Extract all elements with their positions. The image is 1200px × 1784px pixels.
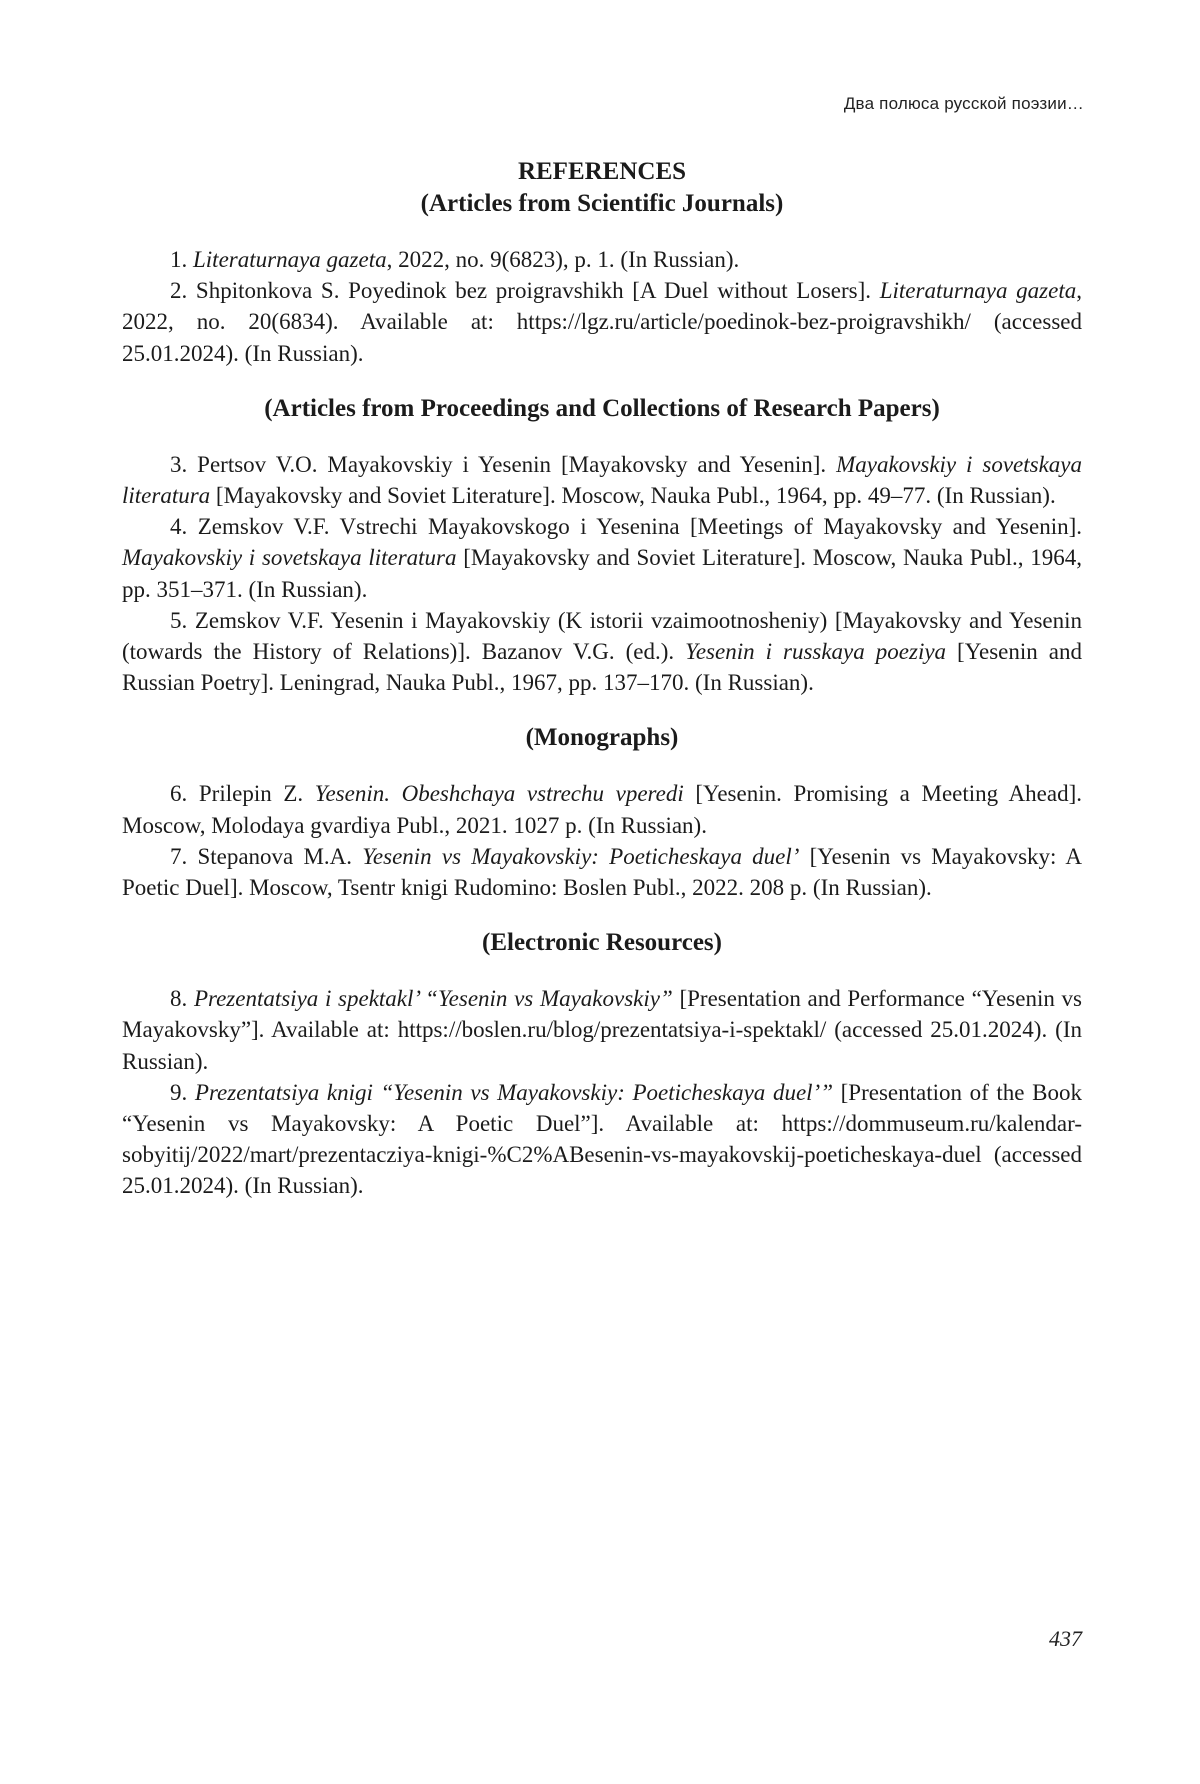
reference-entry	[122, 841, 1082, 903]
references-title: REFERENCES	[122, 156, 1082, 188]
reference-text: [Yesenin. Promising a Meeting Ahead]. Moscow, Molodaya gvardiya Publ., 2021. 1027 p. (In Russian).	[122, 781, 1082, 837]
reference-entry	[122, 244, 1082, 275]
section-heading: (Articles from Proceedings and Collections of Research Papers)	[122, 393, 1082, 425]
reference-entry	[122, 1077, 1082, 1202]
reference-text: 6. Prilepin Z.	[170, 781, 315, 806]
section-heading: (Electronic Resources)	[122, 927, 1082, 959]
section-head-block	[122, 927, 1082, 959]
references-content	[122, 156, 1082, 1202]
reference-text: , 2022, no. 20(6834). Available at: https://lgz.ru/article/poedinok-bez-proi­gravshikh/ (accessed 25.01.2024). (In Russian).	[122, 278, 1082, 365]
reference-text: 9.	[170, 1080, 195, 1105]
reference-title-italic: Yesenin. Obeshchaya vstrechu vperedi	[315, 781, 684, 806]
reference-title-italic: Literatur­naya gazeta	[880, 278, 1077, 303]
reference-title-italic: Yesenin i russkaya poeziya	[685, 639, 946, 664]
reference-text: 7. Stepanova M.A.	[170, 844, 362, 869]
document-page	[0, 0, 1200, 1784]
title-block	[122, 156, 1082, 220]
section-head-block	[122, 722, 1082, 754]
reference-list	[122, 244, 1082, 369]
reference-text: 1.	[170, 247, 193, 272]
reference-text: [Yesenin and Russian Poetry]. Leningrad, Nauka Publ., 1967, pp. 137–170. (In Russian).	[122, 639, 1082, 695]
reference-title-italic: Yesenin vs Mayakovskiy: Poeticheskaya duel’	[362, 844, 799, 869]
reference-entry	[122, 983, 1082, 1077]
section-spacer	[122, 903, 1082, 927]
reference-title-italic: Mayakovskiy i sovetskaya literatura	[122, 545, 457, 570]
section-heading: (Monographs)	[122, 722, 1082, 754]
reference-text: 8.	[170, 986, 194, 1011]
reference-title-italic: Prezentatsiya knigi “Yesenin vs Mayakovskiy: Poeticheskaya duel’”	[195, 1080, 833, 1105]
reference-entry	[122, 449, 1082, 511]
reference-list	[122, 983, 1082, 1201]
reference-title-italic: Mayakovskiy i sovetskaya literatura	[122, 452, 1082, 508]
reference-text: 5. Zemskov V.F. Yesenin i Mayakovskiy (K istorii vzaimootnosheniy) [Mayakovsky and Yesenin (towards the History of Relations)]. Bazanov V.G. (ed.).	[122, 608, 1082, 664]
reference-text: [Mayakovsky and Soviet Literature]. Moscow, Nauka Publ., 1964, pp. 49–77. (In Russian).	[210, 483, 1056, 508]
sections-container	[122, 188, 1082, 220]
reference-title-italic: Literaturnaya gazeta	[193, 247, 387, 272]
reference-text: [Yesenin vs May­akovsky: A Poetic Duel]. Moscow, Tsentr knigi Rudomino: Boslen Publ., 2022. 208 p. (In Russian).	[122, 844, 1082, 900]
reference-entry	[122, 511, 1082, 605]
reference-text: , 2022, no. 9(6823), p. 1. (In Russian).	[387, 247, 740, 272]
reference-text: 4. Zemskov V.F. Vstrechi Mayakovskogo i Yesenina [Meetings of Mayakovsky and Yesenin].	[170, 514, 1082, 539]
reference-entry	[122, 275, 1082, 369]
section-head-block	[122, 393, 1082, 425]
section-spacer	[122, 698, 1082, 722]
reference-text: [Mayakovsky and Soviet Literature]. Moscow, Nauka Publ., 1964, pp. 351–371. (In Russian).	[122, 545, 1082, 601]
reference-text: 2. Shpitonkova S. Poyedinok bez proigravshikh [A Duel without Losers].	[170, 278, 880, 303]
reference-list	[122, 449, 1082, 699]
reference-text: [Presentation of the Book “Yesenin vs Mayakovsky: A Poetic Duel”]. Available at: https://dommu­seum.ru/kalendar-sobyitij/2022/mart/prezentacziya-knigi-%C2%ABesenin-vs-maya­kovskij-poeticheskaya-duel (accessed 25.01.2024). (In Russian).	[122, 1080, 1082, 1199]
reference-title-italic: Prezentatsiya i spektakl’ “Yesenin vs Mayakovskiy”	[194, 986, 673, 1011]
reference-text: [Presentation and Performance “Yesenin vs Mayakovsky”]. Available at: https://boslen.ru/blog/prezentatsiya-i-spek­takl/ (accessed 25.01.2024). (In Russian).	[122, 986, 1082, 1073]
reference-text: 3. Pertsov V.O. Mayakovskiy i Yesenin [Mayakovsky and Yesenin].	[170, 452, 836, 477]
section-spacer	[122, 369, 1082, 393]
reference-entry	[122, 778, 1082, 840]
section-heading: (Articles from Scientific Journals)	[122, 188, 1082, 220]
running-head: Два полюса русской поэзии…	[844, 94, 1084, 114]
reference-list	[122, 778, 1082, 903]
page-number: 437	[1049, 1626, 1082, 1652]
reference-entry	[122, 605, 1082, 699]
